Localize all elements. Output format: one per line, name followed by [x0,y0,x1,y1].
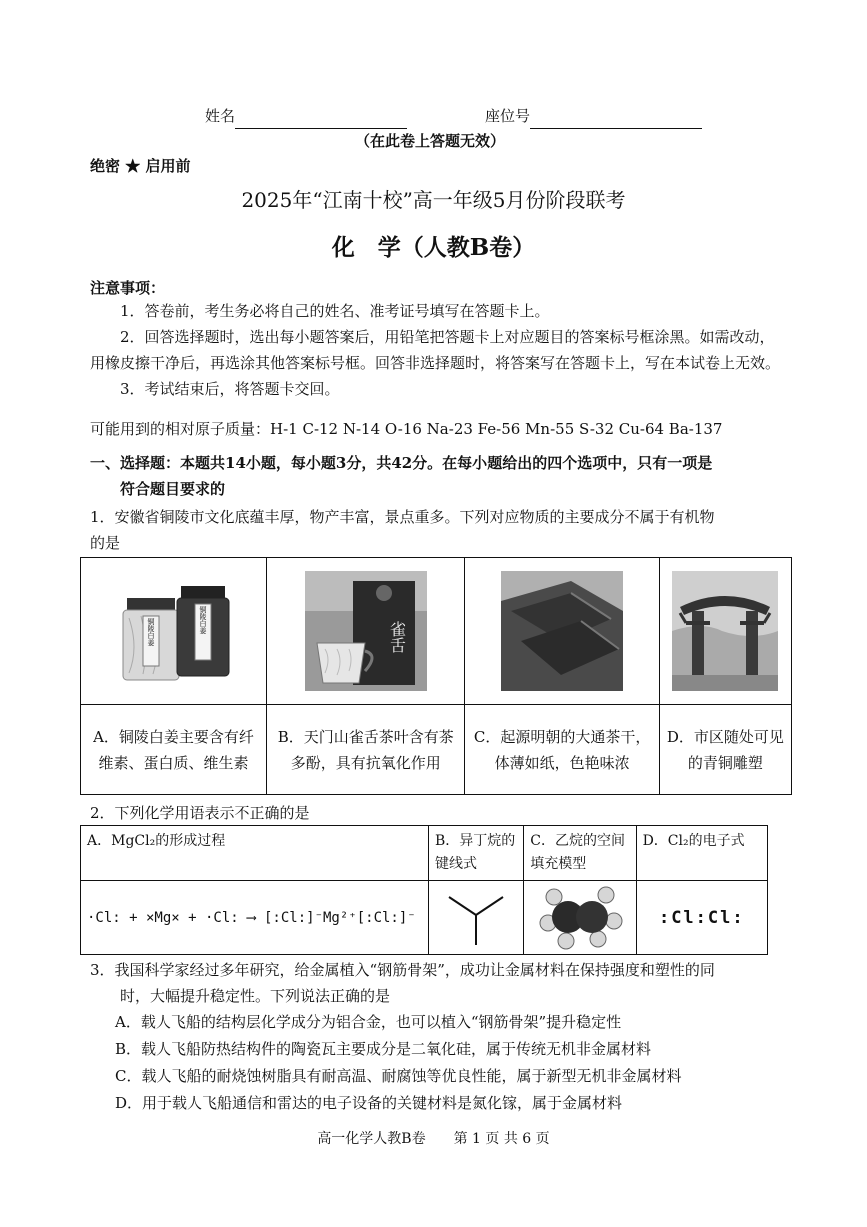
q1-image-b [267,558,465,705]
notes-list [90,298,780,402]
section-heading: 一、选择题：本题共14小题，每小题3分，共42分。在每小题给出的四个选项中，只有一项是 [90,454,713,472]
q1-option-d: D．市区随处可见的青铜雕塑 [659,705,791,795]
q2-stem: 2．下列化学用语表示不正确的是 [90,804,310,822]
q3-option-a: A．载人飞船的结构层化学成分为铝合金，也可以植入“钢筋骨架”提升稳定性 [115,1013,622,1031]
tea-can-image [305,571,427,691]
q1-option-b: B．天门山雀舌茶叶含有茶多酚，具有抗氧化作用 [267,705,465,795]
jar-label-2: 铜陵白姜 [198,606,207,634]
seat-field [485,103,702,129]
notes-heading: 注意事项： [90,279,166,297]
cl2-electron-formula: :Cl:Cl: [658,907,745,928]
page-footer: 高一化学人教B卷 第 1 页 共 6 页 [317,1131,550,1147]
name-field [205,103,407,129]
secret-mark: 绝密 ★ 启用前 [90,157,191,175]
q1-stem: 1．安徽省铜陵市文化底蕴丰厚，物产丰富，景点重多。下列对应物质的主要成分不属于有机物 [90,508,715,526]
q1-image-a [81,558,267,705]
isobutane-skeletal [435,883,517,953]
q3-option-d: D．用于载人飞船通信和雷达的电子设备的关键材料是氮化镓，属于金属材料 [115,1094,623,1112]
note-item: 1．答卷前，考生务必将自己的姓名、准考证号填写在答题卡上。 [120,302,550,320]
mgcl2-formation: ·Cl: + ×Mg× + ·Cl: ⟶ [:Cl:]⁻Mg²⁺[:Cl:]⁻ [87,909,416,926]
q2-cell-formation [81,881,429,955]
q2-header-c: C．乙烷的空间填充模型 [524,826,636,881]
q3-option-b: B．载人飞船防热结构件的陶瓷瓦主要成分是二氧化硅，属于传统无机非金属材料 [115,1040,652,1058]
q3-stem: 3．我国科学家经过多年研究，给金属植入“钢筋骨架”，成功让金属材料在保持强度和塑性的同 [90,961,715,979]
subject-title: 化 学（人教B卷） [331,234,536,261]
q2-header-d: D．Cl₂的电子式 [636,826,767,881]
q2-header-b: B．异丁烷的键线式 [429,826,524,881]
q2-table [80,825,768,955]
atomic-masses: 可能用到的相对原子质量：H-1 C-12 N-14 O-16 Na-23 Fe-56 Mn-55 S-32 Cu-64 Ba-137 [90,420,723,438]
q2-cell-isobutane [429,881,524,955]
q1-image-c [465,558,659,705]
q3-option-c: C．载人飞船的耐烧蚀树脂具有耐高温、耐腐蚀等优良性能，属于新型无机非金属材料 [115,1067,682,1085]
q1-table [80,557,792,795]
section-heading-cont: 符合题目要求的 [120,480,226,498]
tea-can-label: 雀舌 [387,621,407,653]
note-item: 2．回答选择题时，选出每小题答案后，用铅笔把答题卡上对应题目的答案标号框涂黑。如需改动，用橡皮擦干净后，再选涂其他答案标号框。回答非选择题时，将答案写在答题卡上，写在本试卷上无效。 [90,328,781,372]
q2-cell-ethane [524,881,636,955]
ginger-jars-image [109,576,239,686]
q2-cell-cl2 [636,881,767,955]
exam-title: 2025年“江南十校”高一年级5月份阶段联考 [241,188,626,212]
q1-option-c: C．起源明朝的大通茶干，体薄如纸，色艳味浓 [465,705,659,795]
invalid-note: （在此卷上答题无效） [355,132,506,150]
q1-option-a: A．铜陵白姜主要含有纤维素、蛋白质、维生素 [81,705,267,795]
q1-stem-cont: 的是 [90,534,121,552]
q1-image-d [659,558,791,705]
jar-label-1: 铜陵白姜 [146,618,155,646]
ethane-spacefill [532,883,628,953]
seat-blank [530,110,702,129]
q3-stem-cont: 时，大幅提升稳定性。下列说法正确的是 [120,987,391,1005]
q2-header-a: A．MgCl₂的形成过程 [81,826,429,881]
name-blank [235,110,407,129]
bronze-sculpture-image [672,571,778,691]
name-label: 姓名 [205,107,236,125]
note-item: 3．考试结束后，将答题卡交回。 [120,380,340,398]
dried-tofu-image [501,571,623,691]
seat-label: 座位号 [485,107,531,125]
